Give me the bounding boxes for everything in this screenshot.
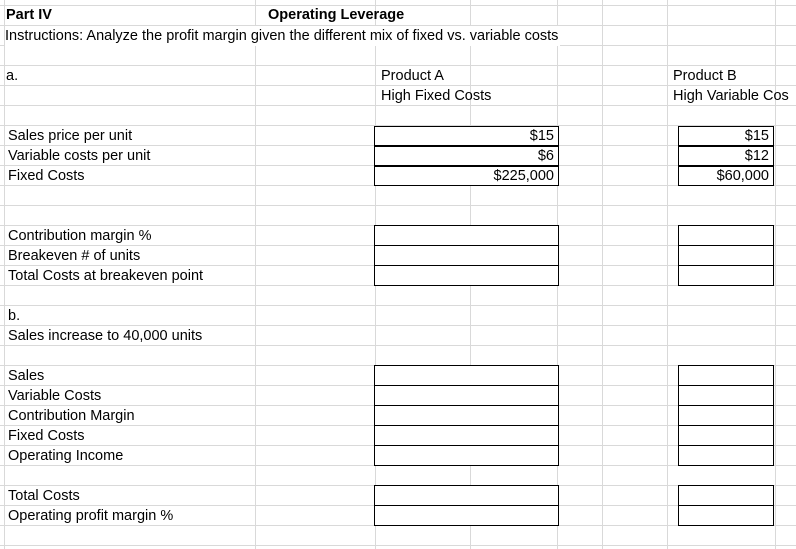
product-a-operating-income-cell[interactable] <box>374 445 559 466</box>
part-label: Part IV <box>6 7 52 23</box>
page-title: Operating Leverage <box>268 7 405 23</box>
product-a-contribution-margin-total-cell[interactable] <box>374 405 559 426</box>
product-b-breakeven-units-cell[interactable] <box>678 245 774 266</box>
product-a-breakeven-units-cell[interactable] <box>374 245 559 266</box>
input-label: Fixed Costs <box>8 168 85 184</box>
product-b-sales-price-cell[interactable]: $15 <box>678 126 774 146</box>
income-label: Contribution Margin <box>8 408 135 424</box>
product-a-variable-cost-cell[interactable]: $6 <box>374 146 559 166</box>
product-b-subtitle: High Variable Cos <box>673 88 789 104</box>
product-b-variable-cost-cell[interactable]: $12 <box>678 146 774 166</box>
product-a-fixed-costs-total-cell[interactable] <box>374 425 559 446</box>
input-label: Sales price per unit <box>8 128 133 144</box>
product-b-contribution-margin-cell[interactable] <box>678 225 774 246</box>
product-b-total-costs-breakeven-cell[interactable] <box>678 265 774 286</box>
calc-label: Breakeven # of units <box>8 248 141 264</box>
income-label: Sales <box>8 368 45 384</box>
instructions-text: Instructions: Analyze the profit margin given the different mix of fixed vs. variable costs <box>5 28 559 44</box>
product-b-operating-margin-cell[interactable] <box>678 505 774 526</box>
product-a-variable-costs-cell[interactable] <box>374 385 559 406</box>
product-b-variable-costs-cell[interactable] <box>678 385 774 406</box>
income-label: Fixed Costs <box>8 428 85 444</box>
product-b-fixed-costs-total-cell[interactable] <box>678 425 774 446</box>
income-label: Operating Income <box>8 448 124 464</box>
product-a-total-costs-breakeven-cell[interactable] <box>374 265 559 286</box>
income-label: Variable Costs <box>8 388 102 404</box>
product-b-contribution-margin-total-cell[interactable] <box>678 405 774 426</box>
product-a-sales-price-cell[interactable]: $15 <box>374 126 559 146</box>
product-a-fixed-costs-cell[interactable]: $225,000 <box>374 166 559 186</box>
input-label: Variable costs per unit <box>8 148 151 164</box>
section-b-label: b. <box>8 308 21 324</box>
product-a-total-costs-cell[interactable] <box>374 485 559 506</box>
product-a-operating-margin-cell[interactable] <box>374 505 559 526</box>
product-b-operating-income-cell[interactable] <box>678 445 774 466</box>
calc-label: Contribution margin % <box>8 228 152 244</box>
product-b-sales-cell[interactable] <box>678 365 774 386</box>
product-b-name: Product B <box>673 68 737 84</box>
product-a-sales-cell[interactable] <box>374 365 559 386</box>
product-b-fixed-costs-cell[interactable]: $60,000 <box>678 166 774 186</box>
product-a-contribution-margin-cell[interactable] <box>374 225 559 246</box>
section-a-label: a. <box>6 68 19 84</box>
scenario-text: Sales increase to 40,000 units <box>8 328 203 344</box>
product-b-total-costs-cell[interactable] <box>678 485 774 506</box>
calc-label: Total Costs at breakeven point <box>8 268 204 284</box>
summary-label: Operating profit margin % <box>8 508 174 524</box>
summary-label: Total Costs <box>8 488 80 504</box>
product-a-name: Product A <box>381 68 444 84</box>
product-a-subtitle: High Fixed Costs <box>381 88 492 104</box>
